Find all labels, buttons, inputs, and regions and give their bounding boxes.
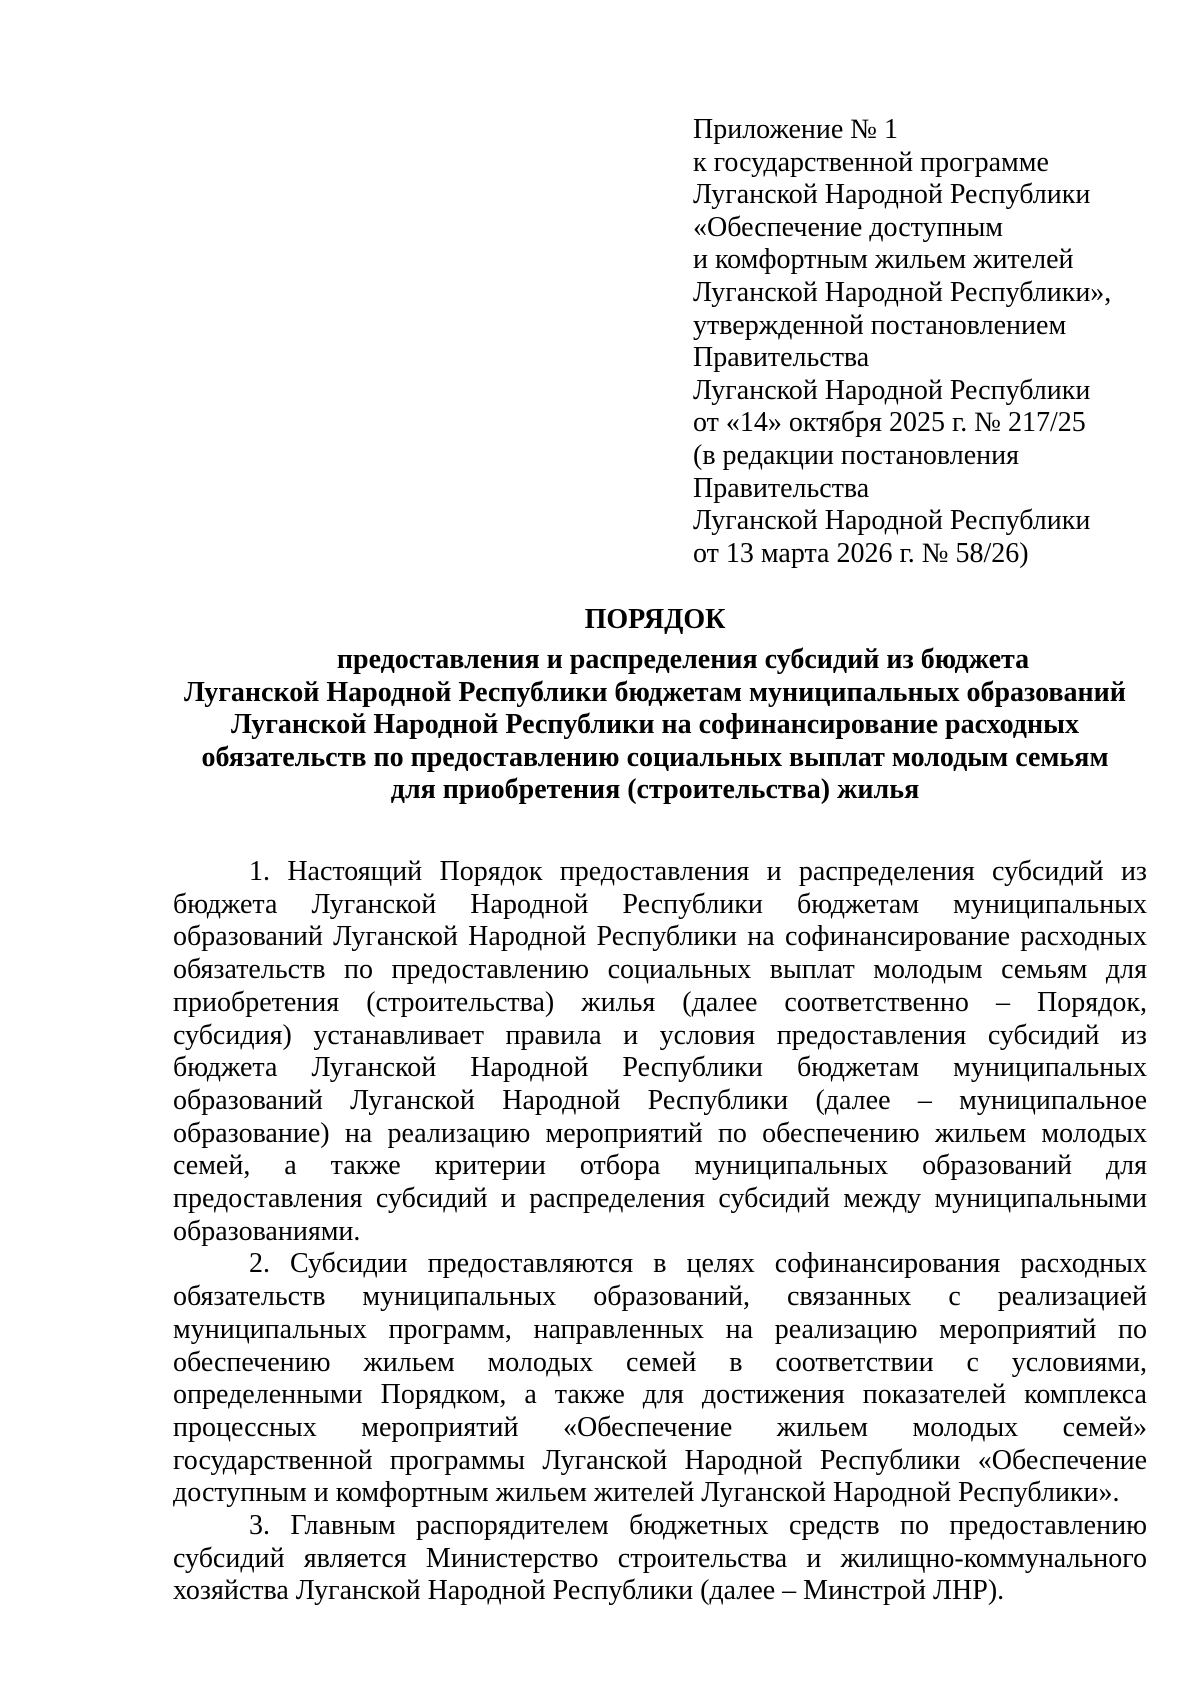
appendix-line: (в редакции постановления bbox=[693, 439, 1020, 471]
appendix-line: к государственной программе bbox=[693, 146, 1049, 178]
appendix-line: от «14» октября 2025 г. № 217/25 bbox=[693, 407, 1086, 439]
paragraph-2: 2. Субсидии предоставляются в целях софинансирования расходных обязательств муниципальных образований, связанных с реализацией муниципальных программ, направленных на реализацию мероприятий по обеспечению жильем молодых семей в соответствии с условиями, определенными Порядком, а также для достижения показателей комплекса процессных мероприятий «Обеспечение жильем молодых семей» государственной программы Луганской Народной Республики «Обеспечение доступным и комфортным жильем жителей Луганской Народной Республики». bbox=[173, 1248, 1147, 1509]
title-subtitle-line: Луганской Народной Республики на софинансирование расходных bbox=[231, 709, 1079, 740]
appendix-line: Луганской Народной Республики bbox=[693, 374, 1091, 406]
appendix-line: и комфортным жильем жителей bbox=[693, 244, 1074, 276]
appendix-line: от 13 марта 2026 г. № 58/26) bbox=[693, 537, 1029, 569]
document-title bbox=[160, 604, 1150, 807]
title-subtitle-line: для приобретения (строительства) жилья bbox=[390, 774, 920, 805]
title-subtitle-line: предоставления и распределения субсидий из бюджета bbox=[336, 644, 1030, 675]
appendix-line: Правительства bbox=[693, 472, 870, 504]
paragraph-3: 3. Главным распорядителем бюджетных средств по предоставлению субсидий является Министерство строительства и жилищно-коммунального хозяйства Луганской Народной Республики (далее – Минстрой ЛНР). bbox=[173, 1510, 1147, 1607]
appendix-line: «Обеспечение доступным bbox=[693, 211, 1004, 243]
appendix-line: Луганской Народной Республики bbox=[693, 505, 1091, 537]
appendix-line: Луганской Народной Республики», bbox=[693, 276, 1112, 308]
title-subtitle-line: обязательств по предоставлению социальных выплат молодым семьям bbox=[201, 741, 1109, 773]
appendix-line: Луганской Народной Республики bbox=[693, 179, 1091, 211]
title-subtitle-line: Луганской Народной Республики бюджетам муниципальных образований bbox=[184, 676, 1126, 708]
appendix-line: утвержденной постановлением bbox=[693, 309, 1067, 341]
appendix-line: Правительства bbox=[693, 342, 870, 374]
appendix-line: Приложение № 1 bbox=[693, 114, 898, 145]
appendix-header bbox=[693, 114, 1163, 570]
document-body bbox=[173, 856, 1147, 1608]
title-main: ПОРЯДОК bbox=[584, 604, 726, 635]
paragraph-1: 1. Настоящий Порядок предоставления и распределения субсидий из бюджета Луганской Народной Республики бюджетам муниципальных образований Луганской Народной Республики на софинансирование расходных обязательств по предоставлению социальных выплат молодым семьям для приобретения (строительства) жилья (далее соответственно – Порядок, субсидия) устанавливает правила и условия предоставления субсидий из бюджета Луганской Народной Республики бюджетам муниципальных образований Луганской Народной Республики (далее – муниципальное образование) на реализацию мероприятий по обеспечению жильем молодых семей, а также критерии отбора муниципальных образований для предоставления субсидий и распределения субсидий между муниципальными образованиями. bbox=[173, 856, 1147, 1247]
